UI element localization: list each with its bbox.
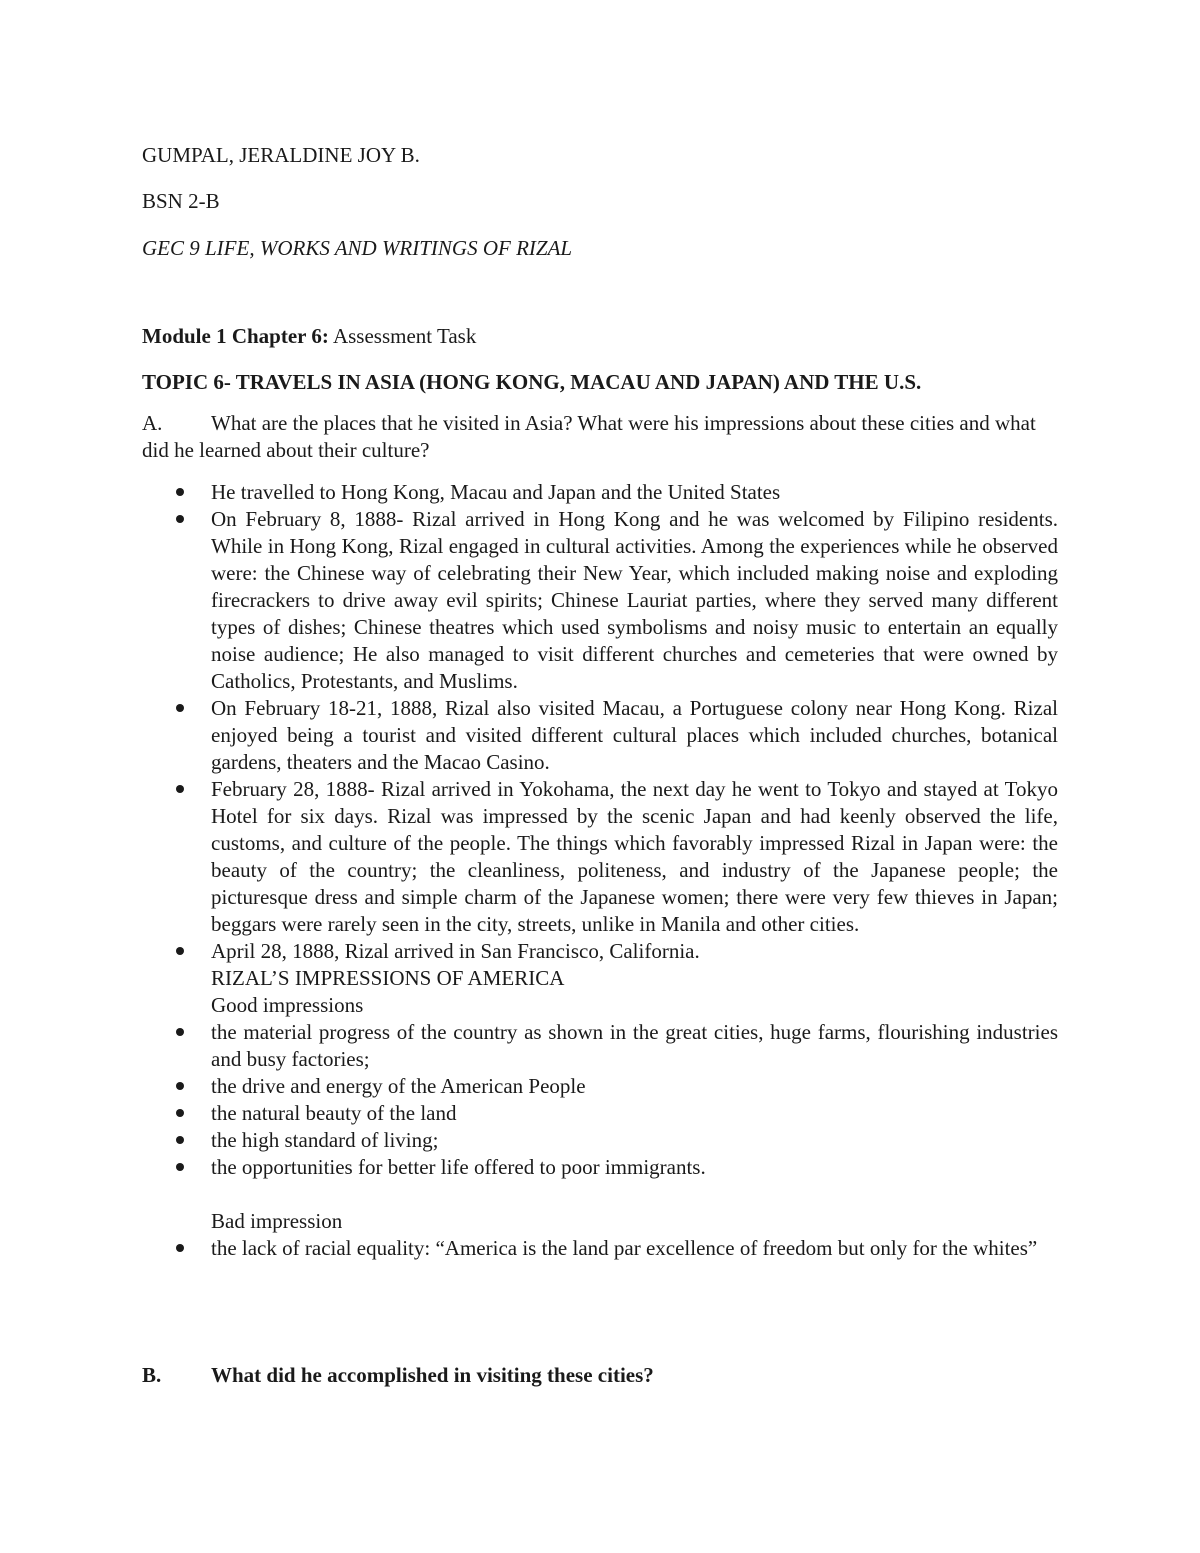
list-item xyxy=(142,1100,1058,1127)
module-label: Module 1 Chapter 6: xyxy=(142,324,329,348)
list-item-text: On February 18-21, 1888, Rizal also visited Macau, a Portuguese colony near Hong Kong. Rizal enjoyed being a tourist and visited different cultural places which included churches, botanical gardens, theaters and the Macao Casino. xyxy=(211,696,1058,774)
list-item-text: the natural beauty of the land xyxy=(211,1101,457,1125)
question-b-letter: B. xyxy=(142,1363,162,1387)
list-item xyxy=(142,938,1058,1019)
bullet-icon xyxy=(176,704,184,712)
module-title: Assessment Task xyxy=(332,324,477,348)
bullet-icon xyxy=(176,1163,184,1171)
question-a xyxy=(142,410,1058,464)
student-section: BSN 2-B xyxy=(142,189,220,213)
list-item-text: the opportunities for better life offered to poor immigrants. xyxy=(211,1155,706,1179)
question-a-letter: A. xyxy=(142,411,163,435)
list-item xyxy=(142,1073,1058,1100)
good-impressions-label: Good impressions xyxy=(211,993,364,1017)
bullet-icon xyxy=(176,1082,184,1090)
america-heading: RIZAL’S IMPRESSIONS OF AMERICA xyxy=(211,966,565,990)
list-item xyxy=(142,506,1058,695)
question-b xyxy=(142,1362,654,1389)
list-item-text: the lack of racial equality: “America is the land par excellence of freedom but only for the whites” xyxy=(211,1236,1038,1260)
bullet-icon xyxy=(176,947,184,955)
list-item-text: the material progress of the country as shown in the great cities, huge farms, flourishing industries and busy factories; xyxy=(211,1020,1058,1071)
question-a-text: What are the places that he visited in Asia? What were his impressions about these cities and what did he learned about their culture? xyxy=(142,411,1036,462)
bullet-icon xyxy=(176,1028,184,1036)
answer-list xyxy=(142,479,1058,1262)
bad-impression-label: Bad impression xyxy=(211,1209,343,1233)
bullet-icon xyxy=(176,1136,184,1144)
bullet-icon xyxy=(176,785,184,793)
list-item-text: the drive and energy of the American People xyxy=(211,1074,586,1098)
list-item-text: the high standard of living; xyxy=(211,1128,439,1152)
list-item-text: February 28, 1888- Rizal arrived in Yokohama, the next day he went to Tokyo and stayed at Tokyo Hotel for six days. Rizal was impressed by the scenic Japan and had keenly observed the life, customs, and culture of the people. The things which favorably impressed Rizal in Japan were: the beauty of the country; the cleanliness, politeness, and industry of the Japanese people; the picturesque dress and simple charm of the Japanese women; there were very few thieves in Japan; beggars were rarely seen in the city, streets, unlike in Manila and other cities. xyxy=(211,777,1058,936)
question-b-text: What did he accomplished in visiting these cities? xyxy=(211,1363,654,1387)
topic-heading: TOPIC 6- TRAVELS IN ASIA (HONG KONG, MACAU AND JAPAN) AND THE U.S. xyxy=(142,370,922,394)
bullet-icon xyxy=(176,515,184,523)
bullet-icon xyxy=(176,1244,184,1252)
list-item-text: On February 8, 1888- Rizal arrived in Hong Kong and he was welcomed by Filipino residents. While in Hong Kong, Rizal engaged in cultural activities. Among the experiences while he observed were: the Chinese way of celebrating their New Year, which included making noise and exploding firecrackers to drive away evil spirits; Chinese Lauriat parties, where they served many different types of dishes; Chinese theatres which used symbolisms and noisy music to entertain an equally noise audience; He also managed to visit different churches and cemeteries that were owned by Catholics, Protestants, and Muslims. xyxy=(211,507,1058,693)
list-item xyxy=(142,1154,1058,1181)
module-line xyxy=(142,324,476,349)
spacer xyxy=(142,1181,1058,1208)
list-item-text: April 28, 1888, Rizal arrived in San Francisco, California. xyxy=(211,939,700,963)
list-item xyxy=(142,776,1058,938)
student-name: GUMPAL, JERALDINE JOY B. xyxy=(142,143,420,167)
list-item-text: He travelled to Hong Kong, Macau and Japan and the United States xyxy=(211,480,781,504)
course-title: GEC 9 LIFE, WORKS AND WRITINGS OF RIZAL xyxy=(142,236,573,260)
list-item xyxy=(142,479,1058,506)
list-item xyxy=(142,1235,1058,1262)
bullet-icon xyxy=(176,1109,184,1117)
document-page xyxy=(142,0,1060,1553)
list-item xyxy=(142,1019,1058,1073)
bullet-icon xyxy=(176,488,184,496)
list-item xyxy=(142,1127,1058,1154)
list-item xyxy=(142,695,1058,776)
